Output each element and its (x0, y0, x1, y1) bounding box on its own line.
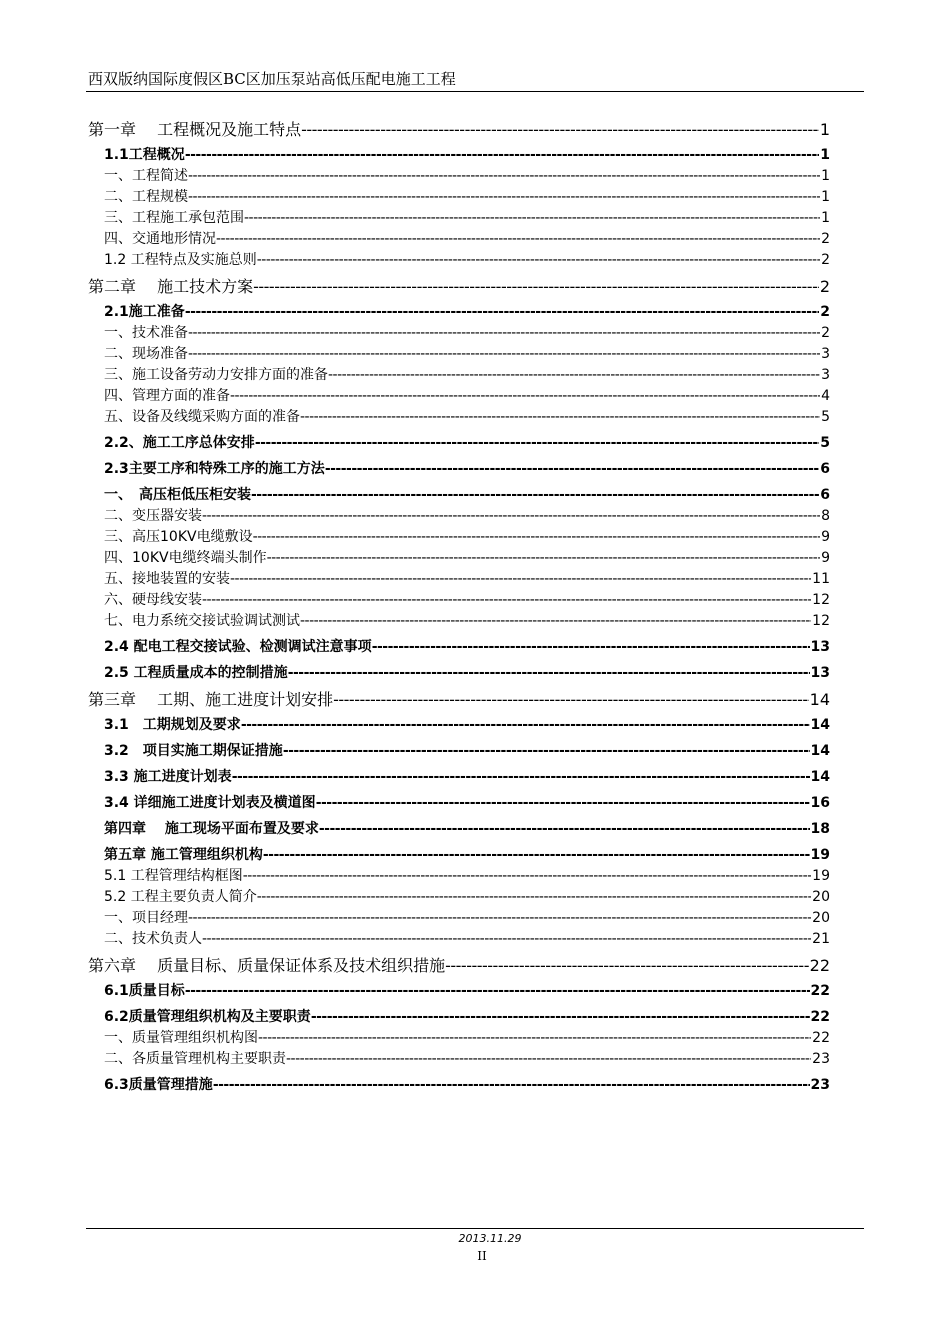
toc-leader-dashes (445, 955, 809, 976)
toc-entry[interactable] (88, 981, 830, 1002)
toc-leader-dashes (202, 590, 811, 611)
toc-leader-dashes (230, 569, 811, 590)
toc-entry[interactable] (88, 344, 830, 365)
toc-entry-title: 第四章 施工现场平面布置及要求 (104, 821, 319, 837)
toc-entry-page: 1 (821, 168, 830, 184)
toc-entry-title: 2.2、施工工序总体安排 (104, 435, 255, 451)
toc-leader-dashes (243, 866, 811, 887)
toc-entry-title: 2.3主要工序和特殊工序的施工方法 (104, 461, 325, 477)
toc-entry-page: 4 (821, 388, 830, 404)
toc-leader-dashes (328, 365, 820, 386)
toc-entry-page: 22 (810, 983, 830, 999)
toc-leader-dashes (185, 145, 819, 166)
toc-leader-dashes (241, 715, 810, 736)
toc-leader-dashes (202, 929, 811, 950)
toc-entry[interactable] (88, 145, 830, 166)
toc-entry[interactable] (88, 929, 830, 950)
toc-entry-title: 一、质量管理组织机构图 (104, 1030, 258, 1046)
toc-entry[interactable] (88, 485, 830, 506)
toc-entry-title: 3.3 施工进度计划表 (104, 769, 232, 785)
toc-entry-page: 3 (821, 367, 830, 383)
toc-entry[interactable] (88, 250, 830, 271)
toc-leader-dashes (202, 506, 820, 527)
toc-entry-page: 2 (820, 304, 830, 320)
toc-entry-page: 5 (820, 435, 830, 451)
toc-leader-dashes (257, 250, 820, 271)
toc-entry-page: 8 (821, 508, 830, 524)
toc-entry[interactable] (88, 793, 830, 814)
toc-leader-dashes (372, 637, 810, 658)
toc-entry-page: 16 (810, 795, 830, 811)
toc-entry-page: 14 (810, 743, 830, 759)
toc-entry-page: 9 (821, 529, 830, 545)
toc-entry[interactable] (88, 767, 830, 788)
toc-entry-page: 1 (819, 120, 830, 139)
toc-leader-dashes (216, 229, 820, 250)
toc-leader-dashes (263, 845, 810, 866)
toc-entry-page: 21 (812, 931, 830, 947)
toc-entry[interactable] (88, 229, 830, 250)
toc-leader-dashes (283, 741, 810, 762)
toc-entry[interactable] (88, 741, 830, 762)
toc-leader-dashes (232, 767, 810, 788)
toc-entry[interactable] (88, 715, 830, 736)
toc-entry[interactable] (88, 527, 830, 548)
toc-entry-title: 二、技术负责人 (104, 931, 202, 947)
toc-entry-page: 19 (810, 847, 830, 863)
toc-entry[interactable] (88, 908, 830, 929)
toc-entry-page: 13 (810, 639, 830, 655)
toc-entry-title: 2.1施工准备 (104, 304, 185, 320)
toc-entry-title: 七、电力系统交接试验调试测试 (104, 613, 300, 629)
toc-entry-title: 三、工程施工承包范围 (104, 210, 244, 226)
toc-entry[interactable] (88, 569, 830, 590)
toc-entry-page: 3 (821, 346, 830, 362)
toc-leader-dashes (253, 527, 821, 548)
toc-entry-page: 22 (812, 1030, 830, 1046)
toc-entry-title: 三、高压10KV电缆敷设 (104, 529, 253, 545)
toc-leader-dashes (253, 276, 819, 297)
toc-entry-title: 3.4 详细施工进度计划表及横道图 (104, 795, 316, 811)
toc-entry-title: 二、各质量管理机构主要职责 (104, 1051, 286, 1067)
toc-entry-title: 5.2 工程主要负责人简介 (104, 889, 257, 905)
toc-entry-page: 22 (809, 956, 830, 975)
toc-entry-title: 一、技术准备 (104, 325, 188, 341)
toc-leader-dashes (286, 1049, 811, 1070)
footer-page-number: II (477, 1249, 487, 1263)
toc-entry-title: 四、交通地形情况 (104, 231, 216, 247)
toc-entry[interactable] (88, 955, 830, 976)
toc-entry-title: 六、硬母线安装 (104, 592, 202, 608)
toc-entry-title: 五、接地装置的安装 (104, 571, 230, 587)
toc-entry-title: 1.1工程概况 (104, 147, 185, 163)
footer-divider (86, 1228, 864, 1229)
toc-leader-dashes (288, 663, 810, 684)
toc-entry-page: 2 (819, 277, 830, 296)
toc-entry-title: 二、工程规模 (104, 189, 188, 205)
toc-entry[interactable] (88, 548, 830, 569)
toc-entry-page: 6 (820, 487, 830, 503)
toc-leader-dashes (316, 793, 810, 814)
toc-leader-dashes (185, 981, 810, 1002)
toc-entry[interactable] (88, 407, 830, 428)
toc-entry-title: 1.2 工程特点及实施总则 (104, 252, 257, 268)
toc-entry-title: 2.5 工程质量成本的控制措施 (104, 665, 288, 681)
toc-entry[interactable] (88, 365, 830, 386)
toc-entry-title: 3.2 项目实施工期保证措施 (104, 743, 283, 759)
toc-leader-dashes (188, 187, 820, 208)
toc-entry-page: 22 (810, 1009, 830, 1025)
toc-entry-page: 11 (812, 571, 830, 587)
toc-entry[interactable] (88, 208, 830, 229)
footer-date: 2013.11.29 (458, 1232, 522, 1245)
toc-entry[interactable] (88, 887, 830, 908)
table-of-contents (88, 114, 830, 1096)
toc-leader-dashes (213, 1075, 810, 1096)
toc-entry-page: 1 (821, 189, 830, 205)
toc-entry-title: 6.2质量管理组织机构及主要职责 (104, 1009, 311, 1025)
toc-entry[interactable] (88, 1028, 830, 1049)
toc-entry-page: 18 (810, 821, 830, 837)
toc-entry-page: 13 (810, 665, 830, 681)
toc-entry[interactable] (88, 689, 830, 710)
toc-entry-page: 23 (810, 1077, 830, 1093)
toc-entry-title: 一、工程简述 (104, 168, 188, 184)
toc-entry-title: 一、项目经理 (104, 910, 188, 926)
toc-entry-page: 19 (812, 868, 830, 884)
toc-entry[interactable] (88, 637, 830, 658)
toc-entry[interactable] (88, 433, 830, 454)
toc-entry-title: 四、管理方面的准备 (104, 388, 230, 404)
toc-leader-dashes (319, 819, 810, 840)
toc-entry[interactable] (88, 819, 830, 840)
toc-leader-dashes (258, 1028, 811, 1049)
toc-entry-page: 20 (812, 910, 830, 926)
toc-entry-title: 一、 高压柜低压柜安装 (104, 487, 251, 503)
header-divider (86, 91, 864, 92)
toc-entry[interactable] (88, 187, 830, 208)
toc-entry-page: 14 (810, 717, 830, 733)
toc-entry-page: 2 (821, 231, 830, 247)
toc-entry[interactable] (88, 386, 830, 407)
toc-entry-page: 14 (810, 769, 830, 785)
toc-entry-title: 五、设备及线缆采购方面的准备 (104, 409, 300, 425)
toc-entry-title: 第二章 施工技术方案 (88, 277, 254, 296)
toc-entry-title: 6.3质量管理措施 (104, 1077, 213, 1093)
toc-entry-page: 12 (812, 613, 830, 629)
toc-entry-title: 第一章 工程概况及施工特点 (88, 120, 302, 139)
toc-leader-dashes (230, 386, 820, 407)
page-header-title: 西双版纳国际度假区BC区加压泵站高低压配电施工工程 (88, 70, 456, 88)
toc-leader-dashes (300, 611, 811, 632)
toc-entry-title: 四、10KV电缆终端头制作 (104, 550, 267, 566)
toc-entry-title: 2.4 配电工程交接试验、检测调试注意事项 (104, 639, 372, 655)
toc-entry-page: 9 (821, 550, 830, 566)
toc-entry[interactable] (88, 1007, 830, 1028)
toc-entry[interactable] (88, 323, 830, 344)
toc-entry-page: 1 (821, 210, 830, 226)
toc-entry[interactable] (88, 590, 830, 611)
toc-entry-title: 6.1质量目标 (104, 983, 185, 999)
toc-leader-dashes (188, 344, 820, 365)
toc-entry[interactable] (88, 663, 830, 684)
toc-entry[interactable] (88, 845, 830, 866)
toc-leader-dashes (188, 323, 820, 344)
toc-leader-dashes (185, 302, 819, 323)
toc-entry-title: 第六章 质量目标、质量保证体系及技术组织措施 (88, 956, 446, 975)
toc-entry[interactable] (88, 166, 830, 187)
toc-entry-title: 二、变压器安装 (104, 508, 202, 524)
toc-entry[interactable] (88, 1075, 830, 1096)
toc-entry[interactable] (88, 119, 830, 140)
toc-leader-dashes (188, 166, 820, 187)
toc-entry[interactable] (88, 459, 830, 480)
toc-entry-title: 第五章 施工管理组织机构 (104, 847, 263, 863)
toc-entry-title: 3.1 工期规划及要求 (104, 717, 241, 733)
toc-entry[interactable] (88, 1049, 830, 1070)
toc-entry-page: 12 (812, 592, 830, 608)
toc-leader-dashes (255, 433, 819, 454)
toc-leader-dashes (333, 689, 809, 710)
toc-entry-title: 二、现场准备 (104, 346, 188, 362)
toc-leader-dashes (251, 485, 819, 506)
toc-leader-dashes (188, 908, 811, 929)
toc-entry-title: 5.1 工程管理结构框图 (104, 868, 243, 884)
toc-entry[interactable] (88, 276, 830, 297)
toc-leader-dashes (244, 208, 820, 229)
toc-leader-dashes (267, 548, 821, 569)
toc-leader-dashes (300, 407, 820, 428)
toc-entry-title: 第三章 工期、施工进度计划安排 (88, 690, 334, 709)
toc-leader-dashes (325, 459, 819, 480)
toc-entry-page: 6 (820, 461, 830, 477)
toc-entry-page: 14 (809, 690, 830, 709)
toc-entry-page: 2 (821, 252, 830, 268)
toc-entry-page: 1 (820, 147, 830, 163)
toc-entry[interactable] (88, 302, 830, 323)
toc-leader-dashes (301, 119, 819, 140)
toc-entry[interactable] (88, 611, 830, 632)
toc-entry-page: 2 (821, 325, 830, 341)
toc-entry-page: 23 (812, 1051, 830, 1067)
toc-entry-page: 20 (812, 889, 830, 905)
toc-leader-dashes (257, 887, 811, 908)
toc-entry[interactable] (88, 506, 830, 527)
toc-leader-dashes (311, 1007, 810, 1028)
toc-entry-title: 三、施工设备劳动力安排方面的准备 (104, 367, 328, 383)
toc-entry-page: 5 (821, 409, 830, 425)
toc-entry[interactable] (88, 866, 830, 887)
